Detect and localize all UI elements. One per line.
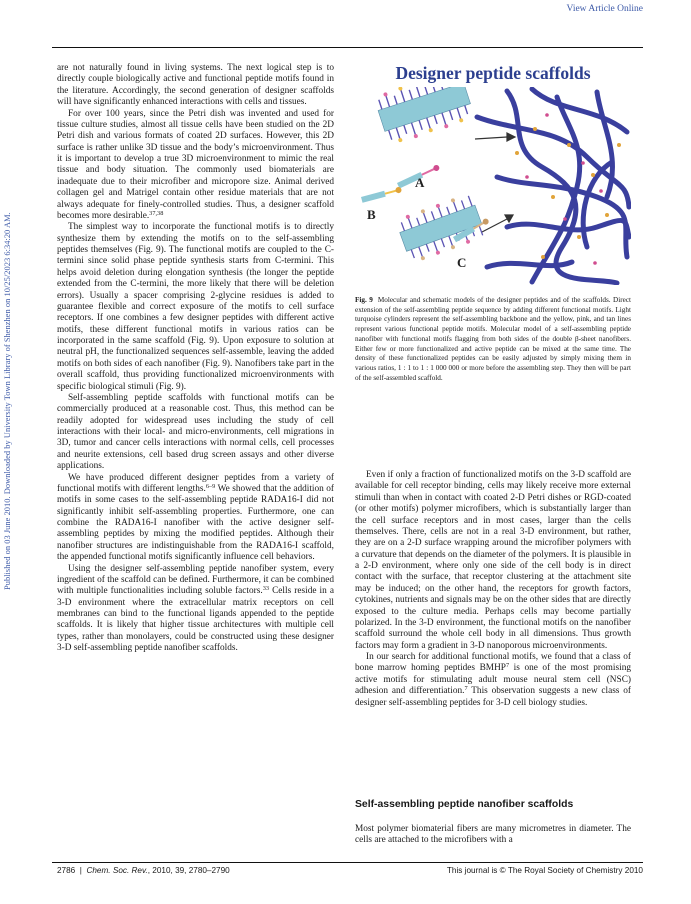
peptide-molecule-b bbox=[361, 186, 402, 202]
download-side-note: Published on 03 June 2010. Downloaded by University Town Library of Shenzhen on 10/25/2023 6:34:20 AM. bbox=[3, 212, 12, 590]
scaffold-network bbox=[477, 89, 629, 283]
label-a: A bbox=[415, 175, 425, 190]
paragraph: Using the designer self-assembling peptide nanofiber system, every ingredient of the scaffold can be defined. Furthermore, it can be combined with multiple functionalities including soluble factors.$^{33}$ Cells reside in a 3-D environment where the extracellular matrix receptors on cell membranes can bind to the functional ligands appended to the peptide scaffolds. It is likely that higher tissue architectures with multiple cell types, rather than monolayers, could be constructed using these designer 3-D self-assembling peptide nanofiber scaffolds. bbox=[57, 563, 334, 654]
paragraph: We have produced different designer peptides from a variety of functional motifs with different lengths.$^{6-9}$ We showed that the addition of motifs in some cases to the self-assembling peptide RADA16-I did not significantly inhibit self-assembling properties. Furthermore, one can combine the RADA16-I nanofiber with the active designer self-assembling peptides by mixing the modified peptides. Although their nanofiber structures are indistinguishable from the RADA16-I scaffold, the appended functional motifs significantly influence cell behaviors. bbox=[57, 472, 334, 563]
paragraph: Even if only a fraction of functionalized motifs on the 3-D scaffold are available for cell receptor binding, cells may likely receive more external stimuli than when in contact with coated 2-D Petri dishes or RGD-coated (or other motifs) polymer microfibers, which is substantially larger than the cell surface receptors and in most cases, larger than the cells themselves. There, cells are not in a real 3-D environment, but rather, they are on a 2-D surface wrapping around the microfiber polymers with a curvature that depends on the diameter of the polymers. It is plausible in a 2-D environment, where only one side of the cell body is in direct contact with the surface, that receptor clustering at the attachment site may be induced; on the other hand, the receptors for growth factors, cytokines, nutrients and signals may be on the other sides that are directly exposed to the culture media. Perhaps cells may become partially polarized. In the 3-D environment, the functional motifs on the nanofiber scaffold surround the whole cell body in all dimensions. Thus growth factors may form a gradient in 3-D nanoporous microenvironments. bbox=[355, 470, 631, 651]
section-body: Most polymer biomaterial fibers are many micrometres in diameter. The cells are attached to the microfibers with a bbox=[355, 824, 631, 846]
journal-name: Chem. Soc. Rev. bbox=[86, 866, 148, 875]
paragraph: Self-assembling peptide scaffolds with functional motifs can be commercially produced at a reasonable cost. Thus, this method can be readily adopted for widespread uses including the study of cell interactions with their local- and micro-environments, cell migrations in 3D, tumor and cancer cells interactions with normal cells, cell processes and neurite extensions, cell based drug screen assays and other diverse applications. bbox=[57, 392, 334, 472]
paragraph: The simplest way to incorporate the functional motifs is to directly synthesize them by extending the motifs on to the self-assembling peptides themselves (Fig. 9). The functional motifs are coupled to the C-termini since solid phase peptide synthesis starts from C-termini. This helps avoid deletion during elongation synthesis (the longer the peptide extended from the C-termini, the more likely that there will be deletion errors). Usually a spacer comprising 2-glycine residues is added to guarantee flexible and correct exposure of the motifs to cell surface receptors. If one combines a few designer peptides with different active motifs, these different functional motifs in various ratios can be incorporated in the same scaffold (Fig. 9). Upon exposure to solution at neutral pH, the functionalized sequences self-assemble, leaving the added motifs on both sides of each nanofiber (Fig. 9). Nanofibers take part in the overall scaffold, thus providing functionalized microenvironments with specific biological stimuli (Fig. 9). bbox=[57, 222, 334, 392]
label-c: C bbox=[457, 255, 467, 270]
paragraph: are not naturally found in living systems. The next logical step is to directly couple biologically active and functional peptide motifs found in the literature. Accordingly, the second generation of designer scaffolds will have significantly enhanced interactions with cells and tissues. bbox=[57, 63, 334, 108]
caption-text: Molecular and schematic models of the designer peptides and of the scaffolds. Direct extension of the self-assembling peptide sequence by adding different functional motifs. Light turquoise cylinders represent the self-assembling backbone and the yellow, pink, and tan lines represent various functional peptide motifs. Molecular model of a self-assembling peptide nanofiber with functional motifs flagging from both sides of the double β-sheet nanofibers. Either few or more functionalized and active peptide can be mixed at the same time. The density of these functionalized peptides can be easily adjusted by simply mixing them in various ratios, 1 : 1 to 1 : 1 000 000 or more before the assembling step. They then will be part of the self-assembled scaffold. bbox=[355, 296, 632, 382]
footer-citation: 2786 | Chem. Soc. Rev., 2010, 39, 2780–2790 bbox=[57, 866, 230, 875]
nanofiber-model-top bbox=[373, 87, 475, 147]
paragraph: In our search for additional functional motifs, we found that a class of bone marrow homing peptides BMHP$^7$ is one of the most promising active motifs for stimulating adult mouse neural stem cell (NSC) adhesion and differentiation.$^7$ This observation suggests a new class of designer self-assembling peptides for 3-D cell biology studies. bbox=[355, 652, 631, 708]
paragraph: For over 100 years, since the Petri dish was invented and used for tissue culture studies, almost all tissue cells have been studied on the 2D Petri dish and various formats of coated 2D surfaces. However, this 2D surface is rather unlike 3D tissue and the body’s microenvironment. Thus it is important to develop a true 3D microenvironment to mimic the real tissue and body situation. The commonly used biomaterials are inadequate due to their microfiber and micropore size. Animal derived collagen gel and Matrigel contain other residue materials that are not always adequate for finely-controlled studies. Thus, a designer scaffold becomes more desirable.$^{37,38}$ bbox=[57, 108, 334, 221]
left-column bbox=[57, 63, 334, 655]
footer-copyright: This journal is © The Royal Society of Chemistry 2010 bbox=[446, 866, 643, 875]
citation: , 2010, 39, 2780–2790 bbox=[147, 866, 230, 875]
figure-illustration bbox=[357, 87, 631, 285]
figure-title: Designer peptide scaffolds bbox=[395, 63, 591, 83]
label-b: B bbox=[367, 207, 376, 222]
top-rule bbox=[52, 47, 643, 48]
caption-label: Fig. 9 bbox=[355, 296, 373, 304]
figure-caption bbox=[355, 296, 631, 383]
view-article-online-link[interactable]: View Article Online bbox=[566, 4, 643, 14]
right-column bbox=[355, 470, 631, 709]
section-heading: Self-assembling peptide nanofiber scaffolds bbox=[355, 799, 574, 810]
page-number: 2786 bbox=[57, 866, 76, 875]
bottom-rule bbox=[52, 862, 643, 863]
